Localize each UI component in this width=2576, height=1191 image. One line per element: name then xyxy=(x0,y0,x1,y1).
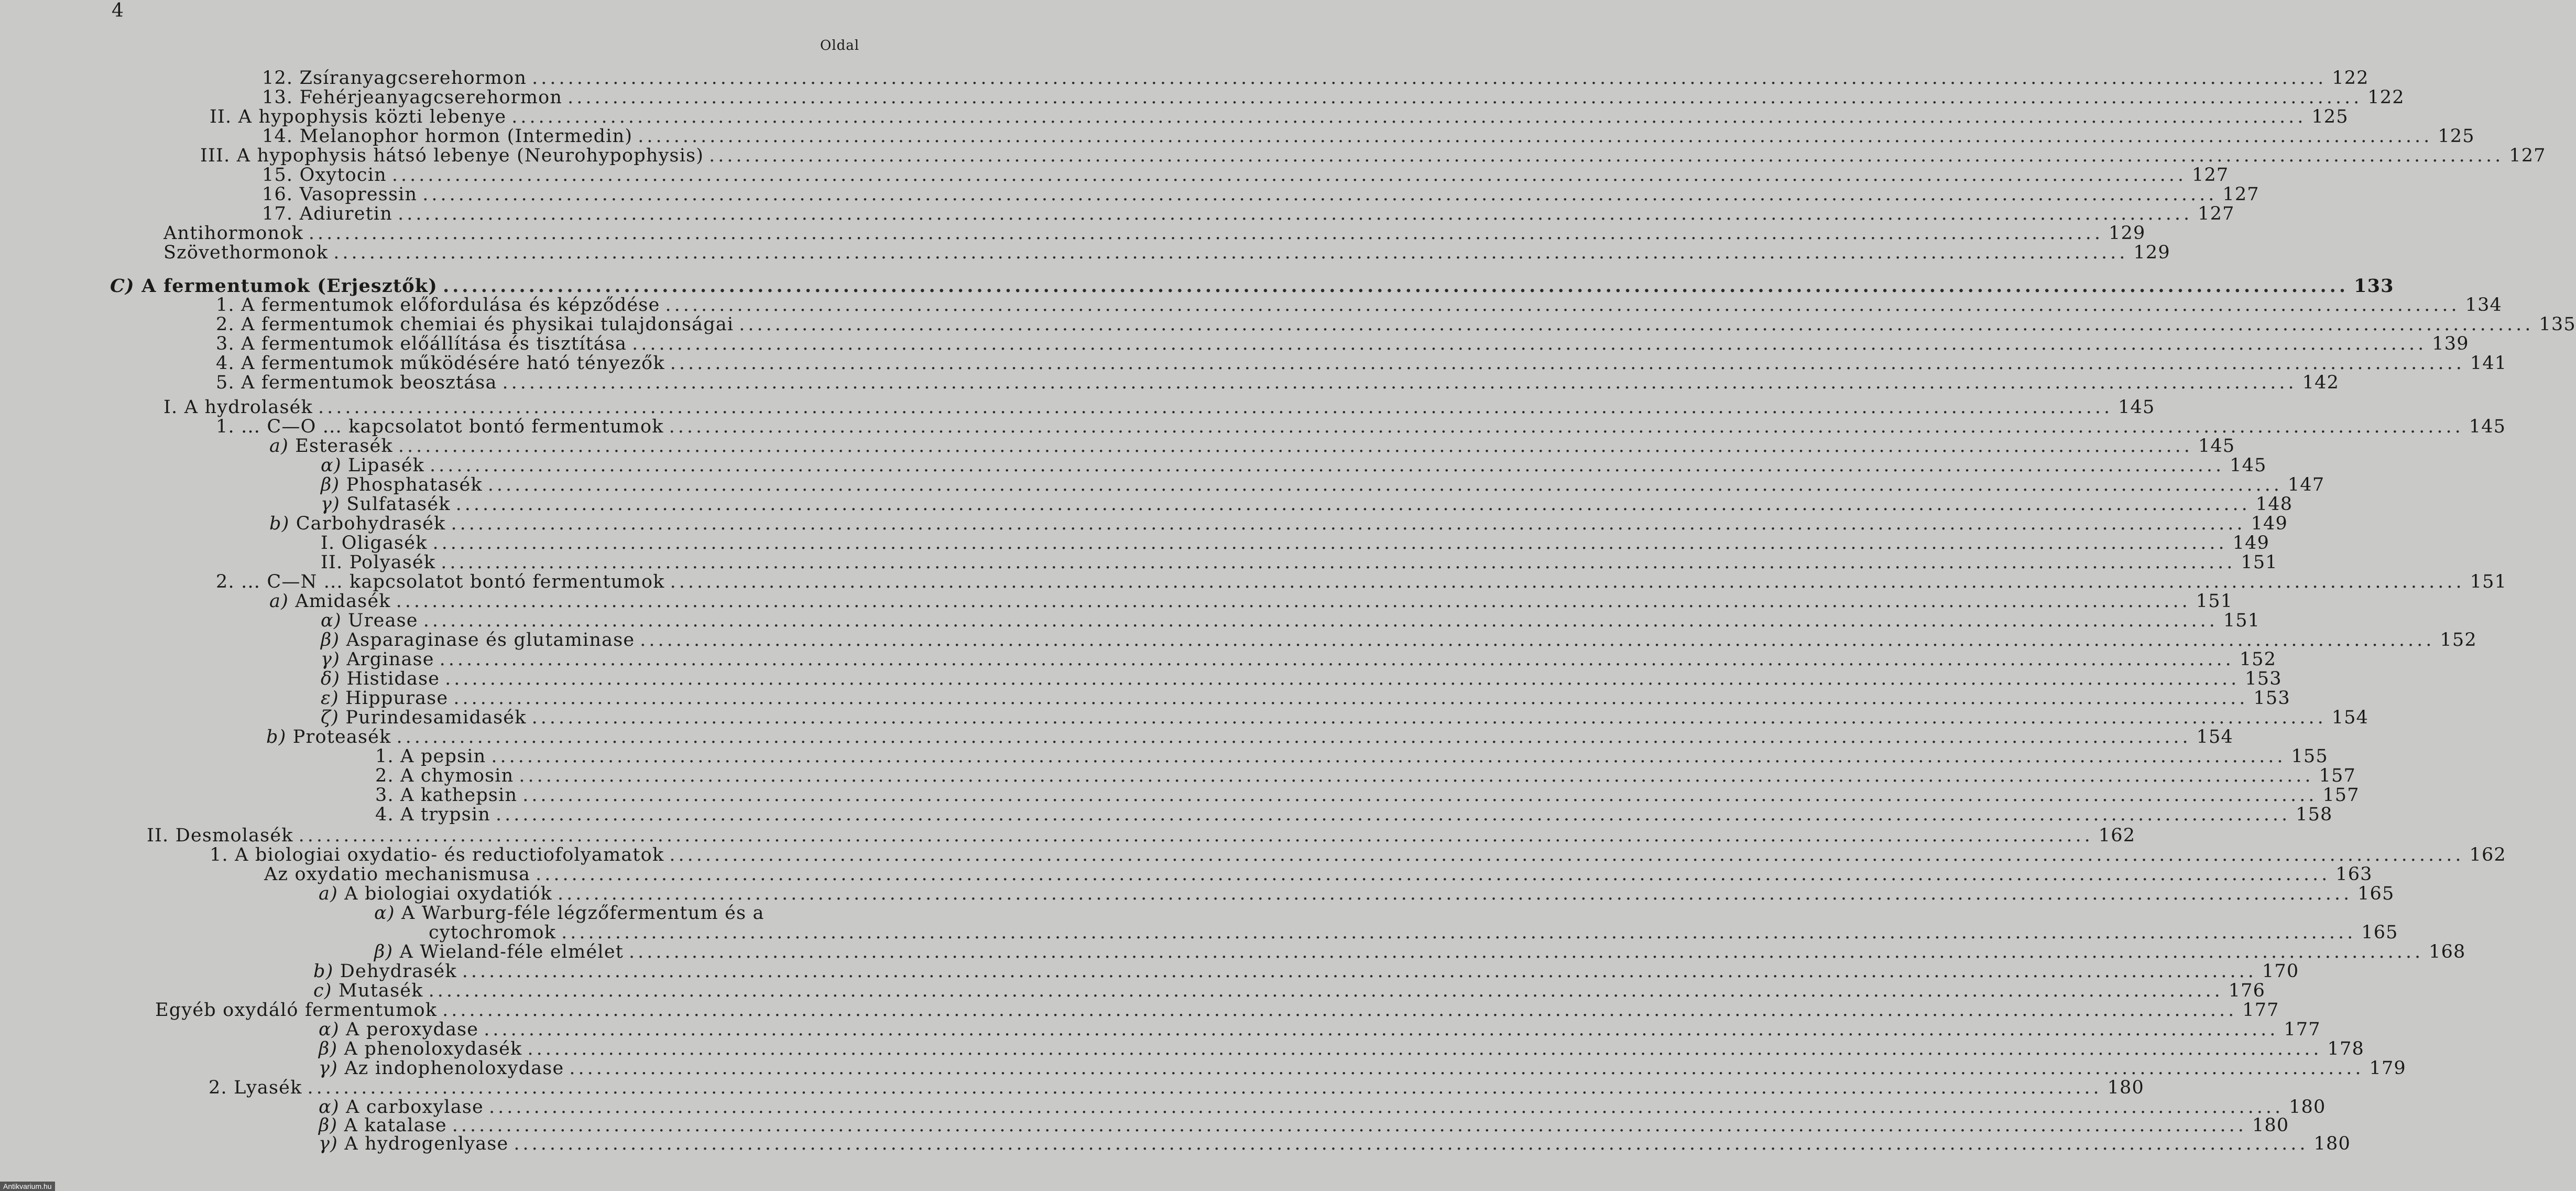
toc-entry-title: A Warburg-féle légzőfermentum és a xyxy=(401,903,765,924)
dot-leader: ........................................................................................................................................................................................................ xyxy=(451,513,2246,534)
toc-entry-page: 180 xyxy=(2107,1077,2144,1098)
dot-leader: ........................................................................................................................................................................................................ xyxy=(445,668,2240,689)
toc-entry xyxy=(375,746,2328,767)
toc-entry-page: 162 xyxy=(2469,844,2506,865)
toc-entry-page: 168 xyxy=(2429,941,2466,962)
toc-entry-prefix: b) xyxy=(269,513,290,534)
toc-entry xyxy=(163,397,2155,418)
dot-leader: ........................................................................................................................................................................................................ xyxy=(519,765,2314,786)
dot-leader: ........................................................................................................................................................................................................ xyxy=(532,68,2327,89)
toc-entry-prefix: 14. xyxy=(262,126,293,147)
toc-entry-page: 129 xyxy=(2109,223,2146,244)
toc-entry-title: Dehydrasék xyxy=(340,961,457,982)
toc-entry-title: Lipasék xyxy=(348,455,425,476)
toc-entry xyxy=(210,844,2506,865)
toc-entry-prefix: 15. xyxy=(262,165,293,186)
toc-entry xyxy=(375,804,2333,825)
toc-entry xyxy=(216,416,2506,437)
toc-entry-page: 179 xyxy=(2369,1058,2406,1079)
toc-entry-page: 127 xyxy=(2191,165,2229,186)
toc-entry xyxy=(264,864,2373,885)
dot-leader: ........................................................................................................................................................................................................ xyxy=(462,961,2257,982)
dot-leader: ........................................................................................................................................................................................................ xyxy=(567,87,2363,108)
toc-entry-title: Adiuretin xyxy=(299,203,393,224)
dot-leader: ........................................................................................................................................................................................................ xyxy=(441,552,2236,573)
toc-entry-prefix: γ) xyxy=(321,494,340,515)
toc-entry-title: A fermentumok működésére ható tényezők xyxy=(241,353,665,374)
dot-leader: ........................................................................................................................................................................................................ xyxy=(496,804,2291,825)
toc-entry-prefix: δ) xyxy=(321,668,341,689)
toc-entry-page: 122 xyxy=(2332,68,2369,89)
toc-entry-page: 165 xyxy=(2361,922,2398,943)
toc-entry xyxy=(209,1077,2144,1098)
toc-entry-prefix: I. xyxy=(163,397,178,418)
dot-leader: ........................................................................................................................................................................................................ xyxy=(307,1077,2102,1098)
dot-leader: ........................................................................................................................................................................................................ xyxy=(629,941,2424,962)
toc-entry xyxy=(321,707,2369,728)
toc-entry-title: Asparaginase és glutaminase xyxy=(346,630,635,651)
toc-entry xyxy=(216,353,2507,374)
toc-entry-page: 145 xyxy=(2230,455,2267,476)
dot-leader: ........................................................................................................................................................................................................ xyxy=(430,455,2225,476)
dot-leader: ........................................................................................................................................................................................................ xyxy=(561,922,2356,943)
dot-leader: ........................................................................................................................................................................................................ xyxy=(670,353,2465,374)
page-number: 4 xyxy=(112,0,124,21)
toc-entry-page: 153 xyxy=(2253,688,2290,709)
toc-entry xyxy=(216,372,2340,393)
toc-entry xyxy=(321,474,2325,495)
toc-entry-title: A katalase xyxy=(344,1115,447,1136)
dot-leader: ........................................................................................................................................................................................................ xyxy=(536,864,2331,885)
toc-entry xyxy=(216,295,2503,316)
toc-entry-prefix: γ) xyxy=(319,1133,338,1154)
dot-leader: ........................................................................................................................................................................................................ xyxy=(522,785,2318,806)
toc-entry xyxy=(313,961,2299,982)
toc-entry-title: A fermentumok chemiai és physikai tulajdonságai xyxy=(241,314,734,335)
toc-entry xyxy=(319,1058,2406,1079)
toc-entry-page: 170 xyxy=(2262,961,2299,982)
toc-entry-prefix: 16. xyxy=(262,184,293,205)
toc-entry-page: 180 xyxy=(2313,1133,2351,1154)
toc-entry-prefix: c) xyxy=(313,980,332,1001)
toc-entry-title: Polyasék xyxy=(349,552,436,573)
toc-entry xyxy=(319,1115,2289,1136)
toc-entry-prefix: 4. xyxy=(375,804,394,825)
toc-entry-page: 151 xyxy=(2196,591,2233,612)
toc-entry-page: 145 xyxy=(2118,397,2155,418)
toc-entry-prefix: III. xyxy=(200,145,231,166)
toc-entry-prefix: 1. xyxy=(375,746,394,767)
toc-entry-page: 149 xyxy=(2232,533,2270,554)
toc-entry-prefix: 2. xyxy=(375,765,394,786)
toc-entry-title: Urease xyxy=(348,610,418,631)
toc-entry-title: Carbohydrasék xyxy=(296,513,446,534)
dot-leader: ........................................................................................................................................................................................................ xyxy=(318,397,2113,418)
toc-entry-prefix: 1. xyxy=(216,295,235,316)
toc-entry-title: Fehérjeanyagcserehormon xyxy=(299,87,563,108)
toc-entry xyxy=(313,980,2266,1001)
toc-entry-page: 158 xyxy=(2296,804,2333,825)
toc-entry xyxy=(321,533,2270,554)
toc-entry-page: 157 xyxy=(2322,785,2360,806)
toc-entry-title: Zsíranyagcserehormon xyxy=(299,68,527,89)
toc-entry xyxy=(321,610,2261,631)
dot-leader: ........................................................................................................................................................................................................ xyxy=(432,533,2228,554)
toc-entry xyxy=(262,87,2405,108)
toc-entry xyxy=(321,494,2293,515)
toc-entry xyxy=(216,333,2469,354)
toc-entry-title: ... C—O ... kapcsolatot bontó fermentumok xyxy=(241,416,664,437)
toc-entry-page: 149 xyxy=(2251,513,2288,534)
toc-entry-page: 152 xyxy=(2440,630,2477,651)
toc-entry xyxy=(269,436,2235,457)
dot-leader: ........................................................................................................................................................................................................ xyxy=(709,145,2504,166)
toc-entry-prefix: 12. xyxy=(262,68,293,89)
dot-leader: ........................................................................................................................................................................................................ xyxy=(557,883,2353,904)
toc-entry xyxy=(374,941,2466,962)
toc-entry-title: Oxytocin xyxy=(299,165,387,186)
toc-entry-title: A hydrolasék xyxy=(184,397,313,418)
toc-entry-page: 177 xyxy=(2242,1000,2279,1021)
toc-entry xyxy=(269,513,2288,534)
toc-entry-prefix: 1. xyxy=(216,416,235,437)
toc-entry-title: Vasopressin xyxy=(299,184,418,205)
toc-entry-prefix: β) xyxy=(321,474,340,495)
dot-leader: ........................................................................................................................................................................................................ xyxy=(502,372,2297,393)
dot-leader: ........................................................................................................................................................................................................ xyxy=(422,184,2218,205)
toc-entry xyxy=(262,126,2475,147)
toc-entry-page: 176 xyxy=(2228,980,2266,1001)
toc-entry-prefix: 2. xyxy=(209,1077,227,1098)
toc-entry xyxy=(319,883,2395,904)
toc-entry-prefix: II. xyxy=(210,106,232,127)
toc-entry-page: 177 xyxy=(2284,1019,2321,1040)
toc-entry-title: A chymosin xyxy=(400,765,514,786)
toc-entry-title: Proteasék xyxy=(292,727,391,748)
toc-entry-page: 163 xyxy=(2335,864,2373,885)
toc-entry-prefix: γ) xyxy=(321,649,340,670)
toc-entry-title: Arginase xyxy=(346,649,434,670)
dot-leader: ........................................................................................................................................................................................................ xyxy=(442,1000,2237,1021)
toc-entry-page: 142 xyxy=(2302,372,2340,393)
toc-entry-prefix: α) xyxy=(319,1019,340,1040)
toc-entry xyxy=(163,223,2146,244)
toc-entry-title: A hydrogenlyase xyxy=(344,1133,509,1154)
toc-entry-title: Amidasék xyxy=(295,591,391,612)
toc-entry xyxy=(210,106,2349,127)
dot-leader: ........................................................................................................................................................................................................ xyxy=(391,165,2187,186)
toc-entry xyxy=(319,1019,2321,1040)
dot-leader: ........................................................................................................................................................................................................ xyxy=(396,727,2191,748)
toc-entry-title: A biologiai oxydatio- és reductiofolyamatok xyxy=(235,844,664,865)
dot-leader: ........................................................................................................................................................................................................ xyxy=(514,1133,2309,1154)
toc-entry xyxy=(163,242,2170,263)
toc-entry-title: Histidase xyxy=(346,668,440,689)
toc-entry-page: 145 xyxy=(2198,436,2235,457)
toc-entry-page: 127 xyxy=(2509,145,2546,166)
dot-leader: ........................................................................................................................................................................................................ xyxy=(669,844,2464,865)
toc-entry-prefix: α) xyxy=(319,1097,340,1118)
dot-leader: ........................................................................................................................................................................................................ xyxy=(333,242,2129,263)
dot-leader: ........................................................................................................................................................................................................ xyxy=(739,314,2534,335)
toc-entry-title: Oligasék xyxy=(341,533,428,554)
toc-entry xyxy=(266,727,2233,748)
toc-entry xyxy=(321,688,2290,709)
toc-entry xyxy=(262,203,2235,224)
toc-entry-page: 153 xyxy=(2245,668,2282,689)
watermark: Antikvarium.hu xyxy=(0,1182,55,1191)
toc-entry-prefix: a) xyxy=(269,436,289,457)
toc-entry-title: Melanophor hormon (Intermedin) xyxy=(299,126,633,147)
toc-entry-page: 157 xyxy=(2319,765,2356,786)
dot-leader: ........................................................................................................................................................................................................ xyxy=(398,203,2193,224)
toc-entry-title: A peroxydase xyxy=(346,1019,479,1040)
dot-leader: ........................................................................................................................................................................................................ xyxy=(527,1038,2322,1059)
toc-entry-title: Esterasék xyxy=(295,436,393,457)
toc-entry xyxy=(321,649,2277,670)
dot-leader: ........................................................................................................................................................................................................ xyxy=(452,1115,2247,1136)
dot-leader: ........................................................................................................................................................................................................ xyxy=(455,494,2251,515)
toc-entry xyxy=(269,591,2233,612)
toc-entry-page: 147 xyxy=(2287,474,2325,495)
toc-entry-title: Az indophenoloxydase xyxy=(344,1058,564,1079)
toc-entry-prefix: II. xyxy=(147,825,169,846)
toc-entry-title: Mutasék xyxy=(339,980,423,1001)
toc-entry-title: Az oxydatio mechanismusa xyxy=(264,864,531,885)
toc-entry-prefix: 5. xyxy=(216,372,235,393)
toc-entry-title: A hypophysis hátsó lebenye (Neurohypophysis) xyxy=(236,145,704,166)
toc-entry-title: Sulfatasék xyxy=(346,494,451,515)
toc-entry-page: 135 xyxy=(2539,314,2576,335)
page-column-header: Oldal xyxy=(820,38,860,53)
dot-leader: ........................................................................................................................................................................................................ xyxy=(665,295,2460,316)
toc-entry xyxy=(321,668,2282,689)
toc-entry xyxy=(110,275,2394,297)
toc-entry-title: A trypsin xyxy=(400,804,490,825)
toc-entry-page: 162 xyxy=(2098,825,2136,846)
toc-entry xyxy=(321,552,2278,573)
toc-entry xyxy=(216,571,2507,592)
toc-entry-prefix: 17. xyxy=(262,203,293,224)
toc-entry-prefix: II. xyxy=(321,552,343,573)
dot-leader: ........................................................................................................................................................................................................ xyxy=(487,474,2283,495)
dot-leader: ........................................................................................................................................................................................................ xyxy=(423,610,2218,631)
toc-entry-prefix: ε) xyxy=(321,688,339,709)
toc-entry-title: Lyasék xyxy=(234,1077,302,1098)
toc-entry-title: cytochromok xyxy=(429,922,556,943)
toc-entry xyxy=(200,145,2546,166)
dot-leader: ........................................................................................................................................................................................................ xyxy=(398,436,2193,457)
dot-leader: ........................................................................................................................................................................................................ xyxy=(669,416,2464,437)
toc-entry-prefix: I. xyxy=(321,533,335,554)
toc-entry-title: Szövethormonok xyxy=(163,242,329,263)
toc-entry xyxy=(319,1038,2364,1059)
toc-entry-prefix: β) xyxy=(374,941,394,962)
toc-entry xyxy=(262,68,2369,89)
toc-entry-page: 127 xyxy=(2222,184,2260,205)
dot-leader: ........................................................................................................................................................................................................ xyxy=(488,1097,2284,1118)
toc-entry-page: 151 xyxy=(2223,610,2261,631)
dot-leader: ........................................................................................................................................................................................................ xyxy=(298,825,2093,846)
toc-entry-page: 134 xyxy=(2465,295,2503,316)
toc-entry-page: 155 xyxy=(2291,746,2328,767)
dot-leader: ........................................................................................................................................................................................................ xyxy=(638,126,2433,147)
dot-leader: ........................................................................................................................................................................................................ xyxy=(670,571,2465,592)
toc-entry-title: A fermentumok beosztása xyxy=(241,372,497,393)
toc-entry xyxy=(375,785,2360,806)
toc-entry xyxy=(374,903,833,924)
toc-entry-prefix: 13. xyxy=(262,87,293,108)
dot-leader: ........................................................................................................................................................................................................ xyxy=(491,746,2286,767)
toc-entry xyxy=(319,1097,2326,1118)
dot-leader: ........................................................................................................................................................................................................ xyxy=(443,275,2349,297)
toc-entry-page: 125 xyxy=(2311,106,2349,127)
toc-entry-title: Egyéb oxydáló fermentumok xyxy=(155,1000,438,1021)
toc-entry xyxy=(319,1133,2351,1154)
toc-entry xyxy=(321,455,2267,476)
toc-entry-title: Hippurase xyxy=(345,688,449,709)
toc-entry-prefix: 3. xyxy=(216,333,235,354)
toc-entry-page: 154 xyxy=(2331,707,2369,728)
toc-entry-title: A fermentumok előfordulása és képződése xyxy=(241,295,660,316)
toc-entry-title: A Wieland-féle elmélet xyxy=(399,941,624,962)
toc-entry-prefix: 3. xyxy=(375,785,394,806)
toc-entry xyxy=(216,314,2576,335)
dot-leader: ........................................................................................................................................................................................................ xyxy=(308,223,2104,244)
toc-entry-page: 145 xyxy=(2469,416,2506,437)
toc-entry-prefix: β) xyxy=(321,630,340,651)
dot-leader: ........................................................................................................................................................................................................ xyxy=(484,1019,2279,1040)
toc-entry-title: A fermentumok (Erjesztők) xyxy=(141,275,438,297)
toc-entry-prefix: b) xyxy=(266,727,287,748)
toc-entry-prefix: ζ) xyxy=(321,707,340,728)
dot-leader: ........................................................................................................................................................................................................ xyxy=(396,591,2191,612)
toc-entry-prefix: 2. xyxy=(216,571,235,592)
toc-entry xyxy=(262,184,2260,205)
toc-entry xyxy=(155,1000,2279,1021)
toc-entry-prefix: 2. xyxy=(216,314,235,335)
toc-entry-page: 139 xyxy=(2432,333,2469,354)
dot-leader: ........................................................................................................................................................................................................ xyxy=(632,333,2427,354)
dot-leader: ........................................................................................................................................................................................................ xyxy=(439,649,2234,670)
toc-entry-prefix: α) xyxy=(374,903,395,924)
toc-entry-page: 141 xyxy=(2470,353,2507,374)
toc-entry-prefix: γ) xyxy=(319,1058,338,1079)
dot-leader: ........................................................................................................................................................................................................ xyxy=(428,980,2223,1001)
toc-entry-title: Antihormonok xyxy=(163,223,303,244)
dot-leader: ........................................................................................................................................................................................................ xyxy=(531,707,2327,728)
dot-leader: ........................................................................................................................................................................................................ xyxy=(511,106,2307,127)
toc-entry-title: A kathepsin xyxy=(400,785,518,806)
toc-entry-title: ... C—N ... kapcsolatot bontó fermentumok xyxy=(241,571,665,592)
toc-entry xyxy=(429,922,2398,943)
toc-entry-title: Purindesamidasék xyxy=(345,707,527,728)
toc-entry xyxy=(375,765,2356,786)
toc-entry-title: A carboxylase xyxy=(346,1097,484,1118)
dot-leader: ........................................................................................................................................................................................................ xyxy=(569,1058,2364,1079)
toc-entry-title: A fermentumok előállítása és tisztítása xyxy=(241,333,627,354)
toc-entry-title: Phosphatasék xyxy=(346,474,483,495)
toc-entry-page: 127 xyxy=(2198,203,2235,224)
toc-entry-title: A pepsin xyxy=(400,746,486,767)
toc-entry-page: 152 xyxy=(2239,649,2277,670)
toc-entry-prefix: β) xyxy=(319,1115,338,1136)
toc-entry-page: 178 xyxy=(2327,1038,2364,1059)
toc-entry-prefix: 1. xyxy=(210,844,228,865)
toc-entry-page: 125 xyxy=(2438,126,2475,147)
toc-entry-title: A hypophysis közti lebenye xyxy=(238,106,507,127)
toc-entry xyxy=(321,630,2477,651)
toc-entry-page: 129 xyxy=(2133,242,2170,263)
toc-entry-title: A phenoloxydasék xyxy=(344,1038,522,1059)
toc-entry-page: 165 xyxy=(2357,883,2395,904)
toc-entry-title: A biologiai oxydatiók xyxy=(344,883,552,904)
toc-entry-page: 151 xyxy=(2241,552,2278,573)
toc-entry-title: Desmolasék xyxy=(175,825,293,846)
toc-entry-page: 180 xyxy=(2289,1097,2326,1118)
toc-entry-page: 154 xyxy=(2196,727,2233,748)
toc-entry-prefix: b) xyxy=(313,961,334,982)
dot-leader: ........................................................................................................................................................................................................ xyxy=(453,688,2248,709)
toc-entry-page: 133 xyxy=(2354,275,2394,297)
toc-entry-prefix: a) xyxy=(269,591,289,612)
toc-entry-prefix: a) xyxy=(319,883,338,904)
toc-entry-prefix: 4. xyxy=(216,353,235,374)
toc-entry-prefix: β) xyxy=(319,1038,338,1059)
dot-leader: ........................................................................................................................................................................................................ xyxy=(640,630,2435,651)
toc-entry-page: 148 xyxy=(2255,494,2293,515)
toc-entry xyxy=(262,165,2229,186)
toc-entry-prefix: C) xyxy=(110,275,135,297)
toc-entry-page: 180 xyxy=(2252,1115,2289,1136)
toc-entry xyxy=(147,825,2136,846)
toc-entry-prefix: α) xyxy=(321,610,342,631)
toc-entry-page: 122 xyxy=(2367,87,2405,108)
toc-entry-prefix: α) xyxy=(321,455,342,476)
toc-entry-page: 151 xyxy=(2470,571,2507,592)
